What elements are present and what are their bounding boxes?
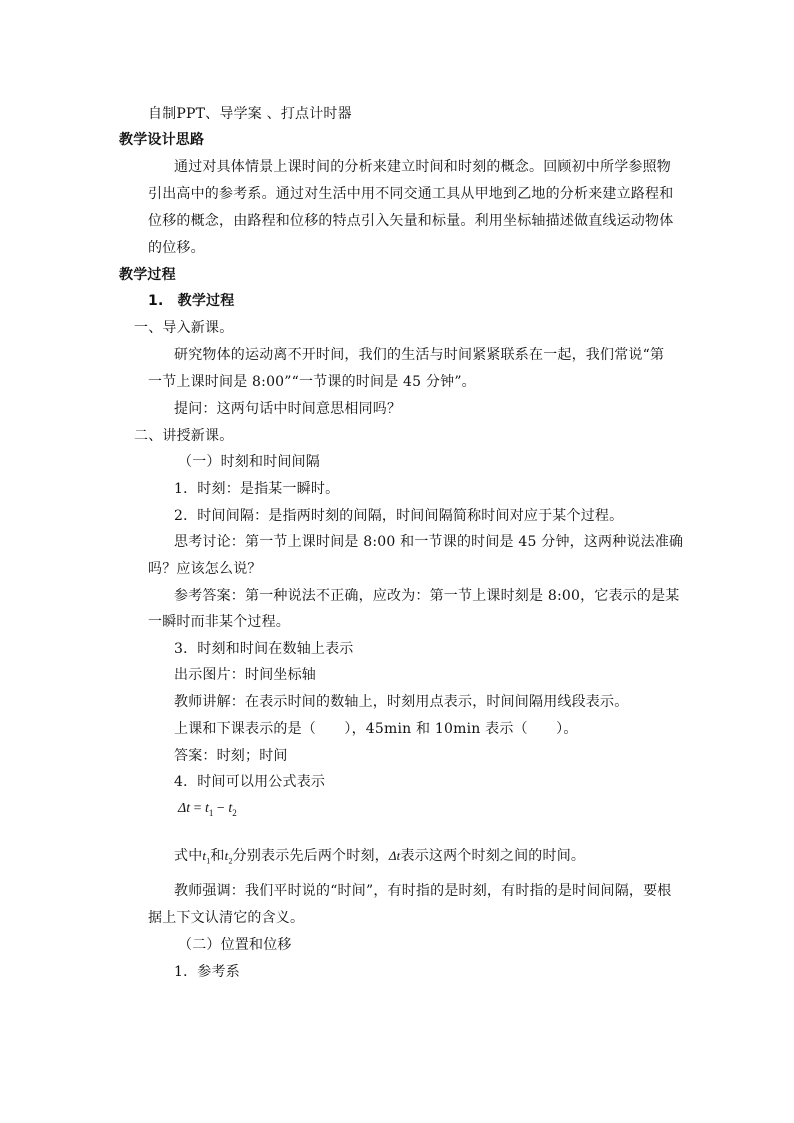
item-time-interval: 2．时间间隔：是指两时刻的间隔，时间间隔简称时间对应于某个过程。 [174, 508, 624, 524]
section1-title: 一、导入新课。 [134, 320, 234, 336]
item-reference-frame: 1．参考系 [174, 964, 240, 980]
section2-sub1: （一）时刻和时间间隔 [178, 454, 320, 470]
item-time-moment: 1．时刻：是指某一瞬时。 [174, 481, 340, 497]
formula-t1: $t_1$ [205, 801, 214, 818]
formula-equals: = [193, 801, 202, 816]
discuss-line: 思考讨论：第一节上课时间是 8:00 和一节课的时间是 45 分钟，这两种说法准确 [174, 534, 684, 550]
formula-minus: − [216, 801, 225, 816]
section2-title: 二、讲授新课。 [134, 428, 234, 444]
inline-t2: $t_2$ [224, 848, 233, 866]
answer-line: 答案：时刻；时间 [174, 748, 288, 764]
formula-t2: $t_2$ [228, 801, 237, 818]
process-heading: 教学过程 [119, 267, 176, 283]
emphasis-line: 教师强调：我们平时说的“时间”，有时指的是时刻，有时指的是时间间隔，要根 [174, 883, 672, 899]
materials-line: 自制PPT、导学案 、打点计时器 [148, 106, 352, 122]
process-subheading: 1. 教学过程 [148, 293, 235, 309]
emphasis-line: 据上下文认清它的含义。 [148, 910, 305, 926]
section1-para-line: 研究物体的运动离不开时间，我们的生活与时间紧紧联系在一起，我们常说“第 [174, 347, 665, 363]
design-heading: 教学设计思路 [119, 132, 205, 148]
item-axis: 3．时刻和时间在数轴上表示 [174, 641, 354, 657]
section1-para-line: 一节上课时间是 8:00”“一节课的时间是 45 分钟”。 [148, 374, 476, 390]
inline-delta-t: Δt [388, 848, 401, 863]
design-text-line: 位移的概念，由路程和位移的特点引入矢量和标量。利用坐标轴描述做直线运动物体 [148, 213, 674, 229]
section2-sub2: （二）位置和位移 [178, 937, 292, 953]
formula-delta-t: Δt [178, 801, 191, 816]
answer-ref-line: 一瞬时而非某个过程。 [148, 614, 290, 630]
item-formula: 4．时间可以用公式表示 [174, 774, 326, 790]
time-formula [178, 801, 237, 818]
design-text-line: 的位移。 [148, 240, 205, 256]
show-picture-line: 出示图片：时间坐标轴 [174, 667, 316, 683]
formula-explain-line: 式中$t_1$和$t_2$分别表示先后两个时刻，Δt表示这两个时刻之间的时间。 [174, 848, 586, 866]
discuss-line: 吗？应该怎么说？ [148, 561, 262, 577]
fill-blank-line: 上课和下课表示的是（ ），45min 和 10min 表示（ ）。 [174, 721, 578, 737]
inline-t1: $t_1$ [202, 848, 211, 866]
answer-ref-line: 参考答案：第一种说法不正确，应改为：第一节上课时刻是 8:00，它表示的是某 [174, 588, 680, 604]
design-text-line: 引出高中的参考系。通过对生活中用不同交通工具从甲地到乙地的分析来建立路程和 [148, 186, 674, 202]
design-text-line: 通过对具体情景上课时间的分析来建立时间和时刻的概念。回顾初中所学参照物 [174, 159, 671, 175]
teacher-explain-line: 教师讲解：在表示时间的数轴上，时刻用点表示，时间间隔用线段表示。 [174, 694, 629, 710]
section1-question: 提问：这两句话中时间意思相同吗？ [174, 401, 402, 417]
